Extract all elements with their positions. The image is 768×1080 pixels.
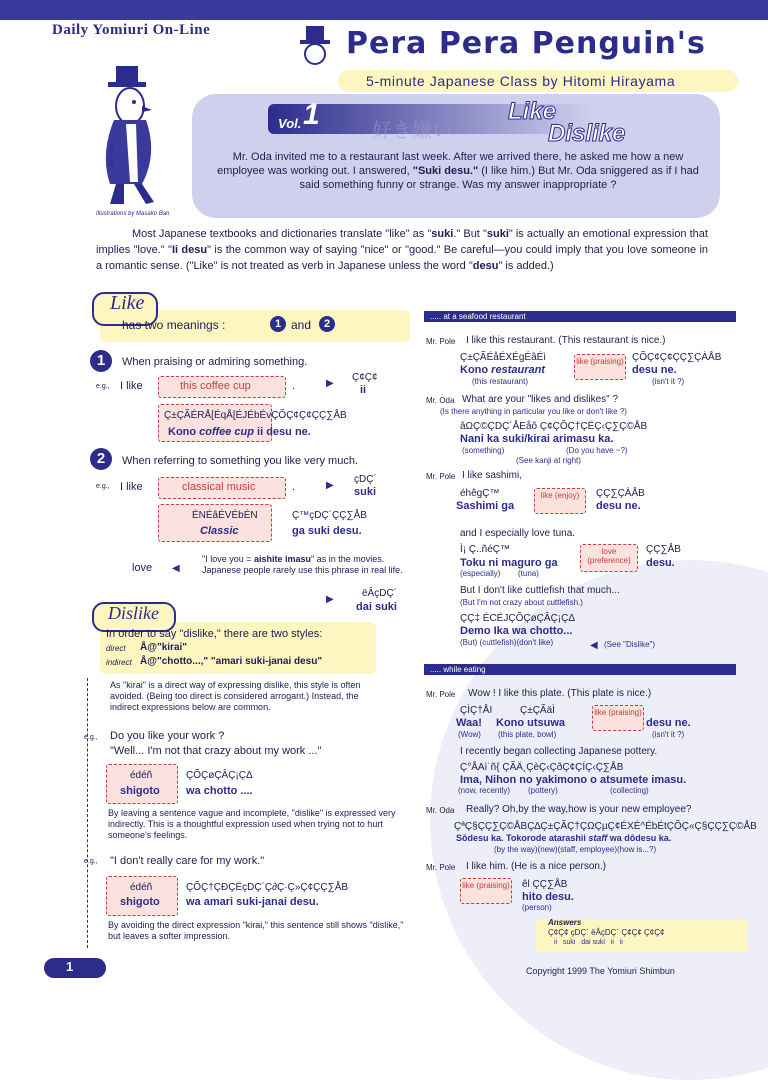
r6-garble: ÇÌÇ†ÅI <box>460 705 493 716</box>
like-praising-tag: like (praising) <box>592 705 644 731</box>
penguin-logo-icon <box>292 26 346 66</box>
r2-sub3: (See kanji at right) <box>516 456 581 465</box>
r3-garble: éhêgÇ™ <box>460 488 500 499</box>
r6-sub2: (this plate, bowl) <box>498 730 557 739</box>
top-bar <box>0 0 768 20</box>
credit-character-name: Mr. Pole <box>110 143 117 167</box>
daisuki-romaji: dai suki <box>356 601 397 613</box>
r6-romaji2: Kono utsuwa <box>496 717 566 729</box>
speaker-pole: Mr. Pole <box>426 337 456 346</box>
page-subtitle: 5-minute Japanese Class by Hitomi Hirayama <box>366 73 676 89</box>
r6-romaji3: desu ne. <box>646 717 691 729</box>
love-preference-tag: love (preference) <box>580 544 638 572</box>
r2-romaji: Nani ka suki/kirai arimasu ka. <box>460 433 614 445</box>
kanji-watermark: 好き嫌い <box>372 120 452 142</box>
suki-garble: çDÇ´ <box>354 474 377 485</box>
number-2-icon: 2 <box>319 316 335 332</box>
shigoto-garble: édéñ <box>130 882 153 893</box>
love-label: love <box>132 562 153 574</box>
r6-sub1: (Wow) <box>458 730 481 739</box>
r4-romaji: Toku ni maguro ga <box>460 557 558 569</box>
indirect-value: Å@"chotto...," "amari suki-janai desu" <box>140 656 323 667</box>
intro-paragraph <box>96 226 708 274</box>
meaning-1-heading: When praising or admiring something. <box>122 356 308 368</box>
i-like-text: I like <box>120 481 143 493</box>
section-bar-eating: ..... while eating <box>424 664 736 675</box>
page-title: Pera Pera Penguin's <box>346 26 706 61</box>
r3-garble2: ÇÇ∑ÇÀÅB <box>596 488 645 499</box>
r4-romaji2: desu. <box>646 557 675 569</box>
r8-english: Really? Oh,by the way,how is your new employee? <box>466 804 692 815</box>
r1-garble: Ç±ÇÃÉåÉXÉgÉâÉì <box>460 352 547 363</box>
r7-sub2: (pottery) <box>528 786 558 795</box>
speaker-oda: Mr. Oda <box>426 396 455 405</box>
classic-romaji: Classic <box>200 525 239 537</box>
like-intro-text: has two meanings : <box>122 318 226 332</box>
period: . <box>292 380 296 392</box>
dislike-heading: Dislike <box>108 603 159 623</box>
m1-sentence-garble: Ç±ÇÃÉRÅ[ÉqÅ[ÉJÉbÉvÇÕÇ¢Ç¢ÇÇ∑ÅB <box>164 410 347 421</box>
ii-garble: Ç¢Ç¢ <box>352 372 378 383</box>
intro-segment: desu <box>472 260 499 272</box>
r7-sub3: (collecting) <box>610 786 649 795</box>
example-2-explanation: By avoiding the direct expression "kirai," this sentence still shows "dislike," but leaves a softer impression. <box>108 920 404 941</box>
speaker-pole: Mr. Pole <box>426 690 456 699</box>
r4-sub2: (tuna) <box>518 569 539 578</box>
r7-sub1: (now, recently) <box>458 786 511 795</box>
suki-romaji: suki <box>354 486 377 498</box>
r8-sub: (by the way)(new)(staff, employee)(how is...?) <box>494 845 657 854</box>
coffee-cup-text: this coffee cup <box>180 380 251 392</box>
r4-english: and I especially love tuna. <box>460 528 576 539</box>
page-number-box <box>44 958 106 978</box>
r7-english: I recently began collecting Japanese pottery. <box>460 746 658 757</box>
intro-segment: " is actually an emotional expression that implies "love." " <box>96 228 708 256</box>
volume-number: 1 <box>303 98 320 131</box>
ex1-romaji: wa chotto .... <box>186 785 253 797</box>
r6-romaji1: Waa! <box>456 717 482 729</box>
arrow-right-icon: ▶ <box>326 378 334 389</box>
intro-segment: suki <box>486 228 509 240</box>
meaning-1-icon: 1 <box>90 350 112 372</box>
arrow-left-icon: ◀ <box>590 640 598 651</box>
volume-label: Vol. <box>278 116 302 131</box>
theme-like: Like <box>508 98 557 125</box>
like-praising-tag: like (praising) <box>460 878 512 904</box>
r2-english: What are your "likes and dislikes" ? <box>462 394 619 405</box>
m1-sentence-romaji: Kono coffee cup ii desu ne. <box>168 426 311 438</box>
r1-sub2: (isn't it ?) <box>652 377 685 386</box>
meaning-2-icon: 2 <box>90 448 112 470</box>
ii-romaji: ii <box>360 384 367 396</box>
intro-segment: Ii desu <box>171 244 208 256</box>
r9-romaji: hito desu. <box>522 891 574 903</box>
classical-music-text: classical music <box>182 481 256 493</box>
period: . <box>292 481 296 493</box>
love-note: "I love you = aishite imasu" as in the movies. Japanese people rarely use this phrase in real life. <box>202 554 403 575</box>
number-1-icon: 1 <box>270 316 286 332</box>
speaker-pole: Mr. Pole <box>426 863 456 872</box>
example-2-sentence: "I don't really care for my work." <box>110 855 265 867</box>
r4-sub1: (especially) <box>460 569 501 578</box>
eg-label: e.g., <box>84 858 98 865</box>
r2-sub: (Is there anything in particular you like or don't like ?) <box>440 407 627 416</box>
and-text: and <box>291 318 312 332</box>
eg-label: e.g., <box>96 483 110 490</box>
r6-garble2: Ç±ÇÃäÌ <box>520 705 555 716</box>
direct-value: Å@"kirai" <box>140 642 188 653</box>
shigoto-garble: édéñ <box>130 770 153 781</box>
r5-romaji: Demo Ika wa chotto... <box>460 625 573 637</box>
r2-garble: âΩÇ©ÇDÇ´ÅEåô Ç¢ÇÕÇ†ÇËÇ‹Ç∑Ç©ÅB <box>460 421 648 432</box>
r9-sub: (person) <box>522 903 552 912</box>
m2-romaji: ga suki desu. <box>292 525 362 537</box>
r3-romaji2: desu ne. <box>596 500 641 512</box>
intro-segment: ." But " <box>453 228 487 240</box>
answers-label: Answers <box>548 918 582 927</box>
penguin-illustration <box>90 64 170 214</box>
answers-romaji: ii suki dai suki ii ii <box>554 939 623 946</box>
r7-romaji: Ima, Nihon no yakimono o atsumete imasu. <box>460 774 687 786</box>
intro-segment: suki <box>431 228 454 240</box>
arrow-right-icon: ▶ <box>326 480 334 491</box>
story-text: Mr. Oda invited me to a restaurant last week. After we arrived there, he asked me how a new employee was working out. I answered, "Suki desu." (I like him.) But Mr. Oda sniggered as if I had said something funny or strange. Was my answer inappropriate ? <box>217 151 699 191</box>
dashed-divider <box>87 678 90 948</box>
r4-garble: Ì¡ Ç..ñéÇ™ <box>460 544 511 555</box>
arrow-left-icon: ◀ <box>172 563 180 574</box>
shigoto-romaji: shigoto <box>120 896 160 908</box>
page-number: 1 <box>66 959 74 974</box>
r2-sub2: (Do you have ~?) <box>566 446 628 455</box>
answers-garble: Ç¢Ç¢ çDÇ´ ëÂçDÇ´ Ç¢Ç¢ Ç¢Ç¢ <box>548 928 665 937</box>
ex2-garble: ÇÕÇ†ÇÐÇËçDÇ´Ç∂Ç·Ç»Ç¢ÇÇ∑ÅB <box>186 882 349 893</box>
credit-illustrator: Illustrations by Masako Ban <box>96 211 170 217</box>
speaker-pole: Mr. Pole <box>426 472 456 481</box>
m2-garble: Ç™çDÇ´ÇÇ∑ÅB <box>292 510 367 521</box>
like-praising-tag: like (praising) <box>574 354 626 380</box>
r7-garble: Ç°ÅAì˙ñ{ ÇÃÄ¸ÇèÇ‹ÇðÇ¢ÇÍÇ‹Ç∑ÅB <box>460 762 624 773</box>
section-bar-restaurant: ..... at a seafood restaurant <box>424 311 736 322</box>
r8-garble: ÇªÇ§ÇÇ∑Ç©ÅBÇ∆Ç±ÇÃÇ†ÇΩÇµÇ¢ÉXÉ^ÉbÉtÇÕÇ«Ç§ÇÇ∑Ç©ÅB <box>454 821 757 832</box>
example-1-explanation: By leaving a sentence vague and incomplete, "dislike" is expressed very indirectly. This is a thoughtful expression used when trying not to hurt someone's feelings. <box>108 808 396 840</box>
r6-sub3: (isn't it ?) <box>652 730 685 739</box>
daisuki-garble: ëÂçDÇ´ <box>362 588 398 599</box>
r5-garble: ÇÇ‡ ÉCÉJÇÕÇøÇÂÇ¡ÇΔ <box>460 613 576 624</box>
copyright: Copyright 1999 The Yomiuri Shimbun <box>526 966 675 976</box>
arrow-right-icon: ▶ <box>326 594 334 605</box>
r9-garble: êl ÇÇ∑ÅB <box>522 879 568 890</box>
r5-sub: (But I'm not crazy about cuttlefish.) <box>460 598 583 607</box>
like-heading: Like <box>110 292 145 314</box>
classic-garble: ÉNÉâÉVÉbÉN <box>192 510 258 521</box>
direct-label: direct <box>106 644 126 653</box>
r3-romaji: Sashimi ga <box>456 500 515 512</box>
eg-label: e.g., <box>96 383 110 390</box>
indirect-label: indirect <box>106 658 132 667</box>
r9-english: I like him. (He is a nice person.) <box>466 861 607 872</box>
intro-segment: Most Japanese textbooks and dictionaries translate "like" as " <box>132 228 432 240</box>
i-like-text: I like <box>120 380 143 392</box>
r1-sub1: (this restaurant) <box>472 377 529 386</box>
ex1-garble: ÇÕÇøÇÂÇ¡ÇΔ <box>186 770 253 781</box>
meaning-2-heading: When referring to something you like very much. <box>122 455 358 467</box>
example-1-question: Do you like your work ? <box>110 730 225 742</box>
intro-segment: " is added.) <box>498 260 554 272</box>
r5-see: (See "Dislike") <box>604 640 656 649</box>
r1-english: I like this restaurant. (This restaurant is nice.) <box>466 335 666 346</box>
ex2-romaji: wa amari suki-janai desu. <box>186 896 319 908</box>
r1-garble2: ÇÕÇ¢Ç¢ÇÇ∑ÇÀÅB <box>632 352 722 363</box>
r1-romaji: Kono restaurant <box>460 364 545 376</box>
intro-segment: " is the common way of saying "nice" or "good." Be careful—you could imply that you love someone in a romantic sense. ("Like" is not treated as verb in Japanese unless the word " <box>96 244 709 272</box>
kirai-paragraph: As "kirai" is a direct way of expressing dislike, this style is often avoided. (Being too direct is considered arrogant.) Instead, the indirect expressions below are common. <box>110 680 361 712</box>
example-1-answer: "Well... I'm not that crazy about my work ..." <box>110 745 322 757</box>
r6-english: Wow ! I like this plate. (This plate is nice.) <box>468 688 652 699</box>
shigoto-romaji: shigoto <box>120 785 160 797</box>
eg-label: e.g., <box>84 734 98 741</box>
dislike-intro: In order to say "dislike," there are two styles: <box>106 628 323 640</box>
r5-sub1: (But) (cuttlefish)(don't like) <box>460 638 554 647</box>
r4-garble2: ÇÇ∑ÅB <box>646 544 681 555</box>
speaker-oda: Mr. Oda <box>426 806 455 815</box>
r1-romaji2: desu ne. <box>632 364 677 376</box>
r3-english: I like sashimi, <box>462 470 523 481</box>
brand-logo: Daily Yomiuri On-Line <box>52 22 211 38</box>
like-enjoy-tag: like (enjoy) <box>534 488 586 514</box>
r8-romaji: Sōdesu ka. Tokorode atarashii staff wa dōdesu ka. <box>456 833 672 843</box>
r2-sub1: (something) <box>462 446 505 455</box>
theme-dislike: Dislike <box>548 120 626 147</box>
r5-english: But I don't like cuttlefish that much... <box>460 585 620 596</box>
